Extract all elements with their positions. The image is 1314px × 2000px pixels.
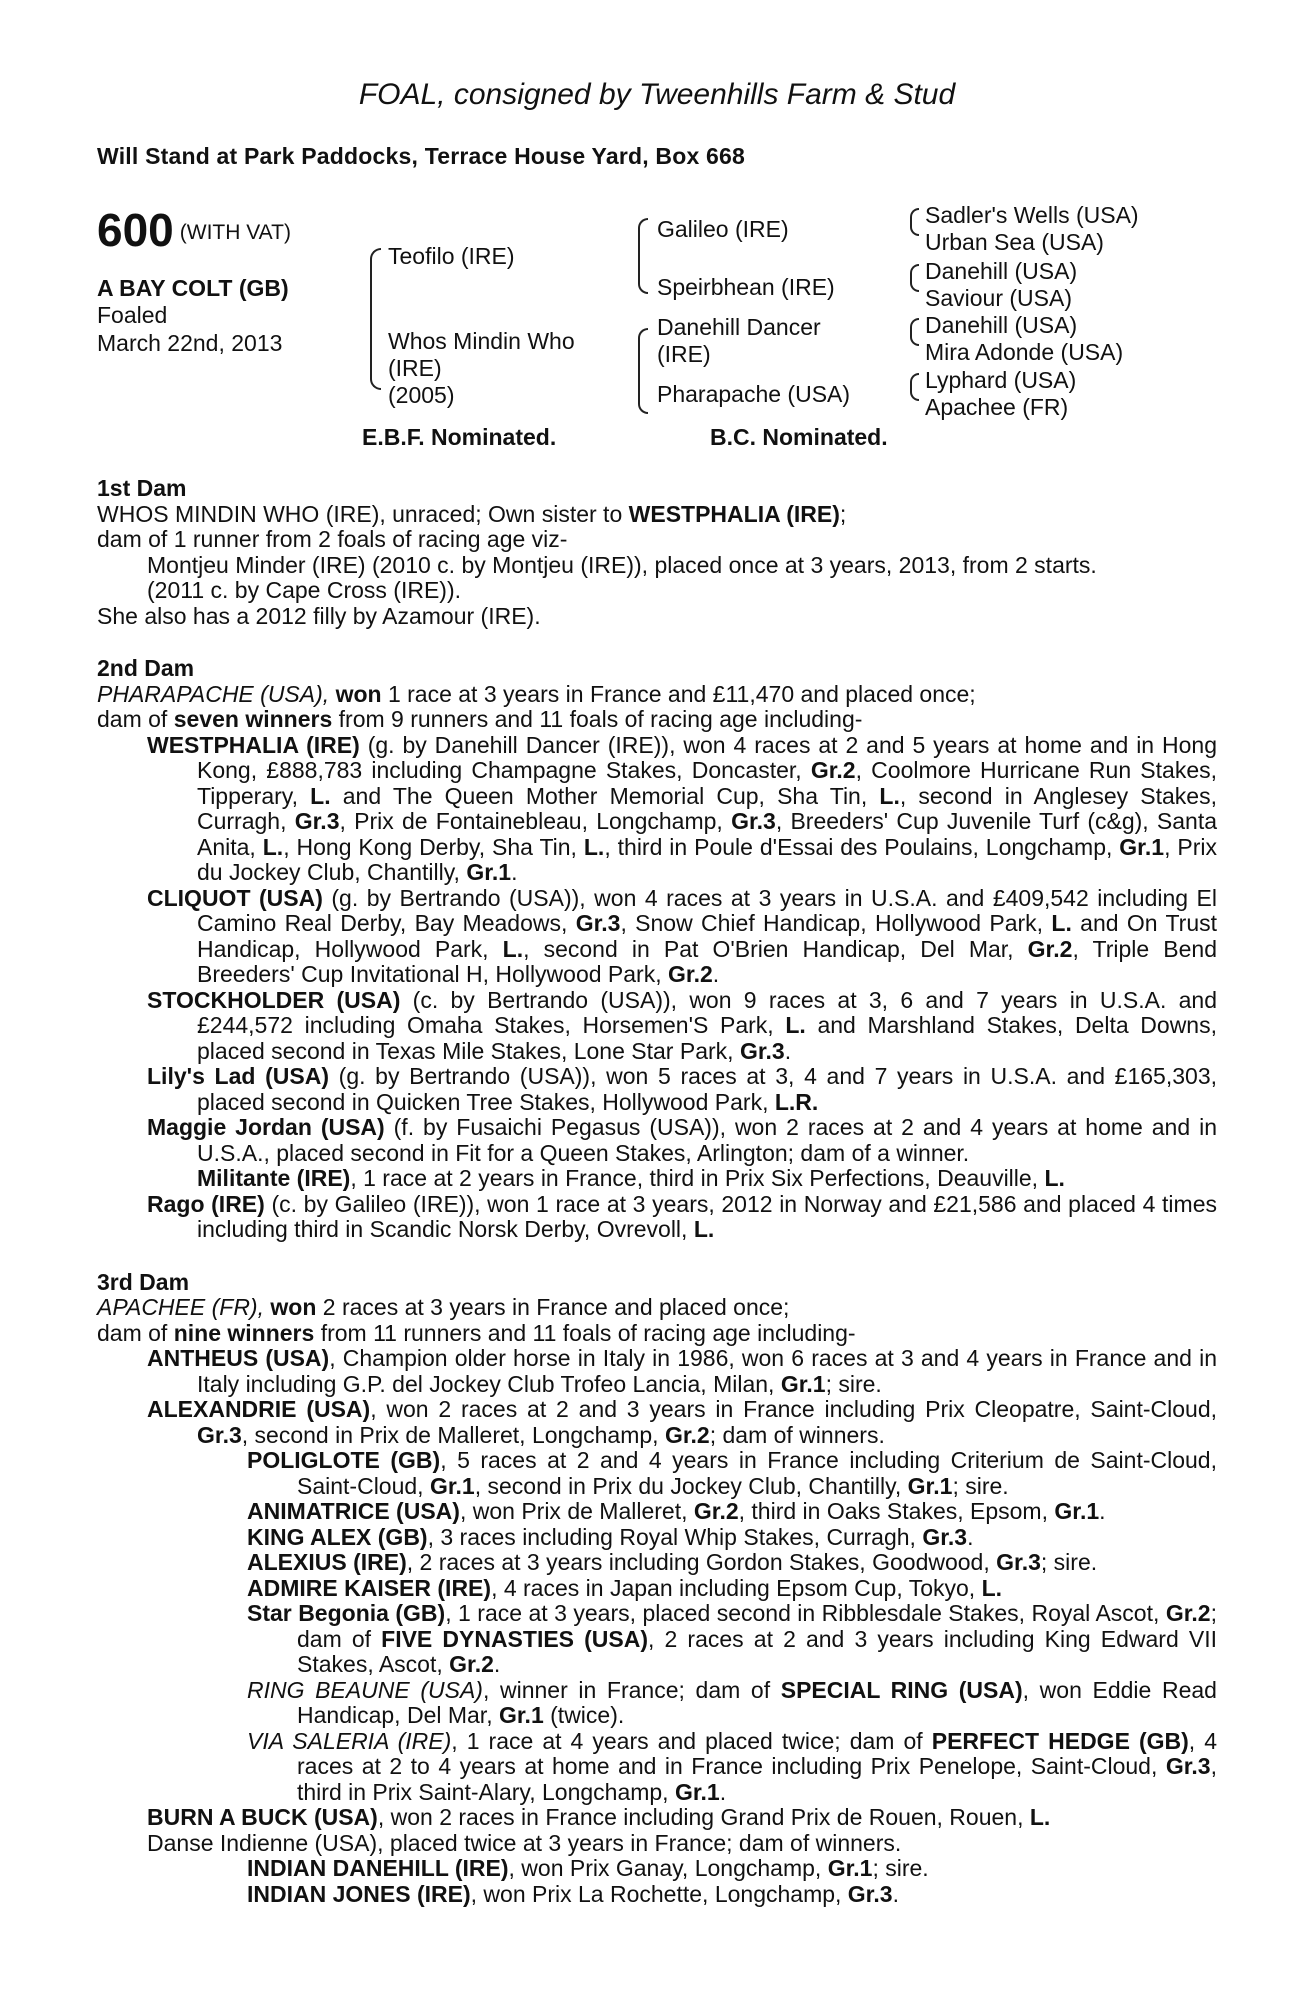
text: , second in Pat O'Brien Handicap, Del Mar, (523, 935, 1028, 962)
first-dam-title: 1st Dam (97, 475, 187, 501)
brace-ds-top (638, 328, 648, 372)
text: . (892, 1880, 899, 1907)
horse-name: Lily's Lad (USA) (147, 1063, 329, 1089)
text: , won Prix de Malleret, (459, 1498, 694, 1524)
text: ; sire. (1040, 1549, 1098, 1575)
text: (twice). (543, 1702, 625, 1728)
text: (g. by Danehill Dancer (IRE)), won 4 races at 2 and 5 years at home and in Hong Kong, £888,783 including Champagne Stakes, Doncaster, (197, 731, 1217, 783)
text: , third in Oaks Stakes, Epsom, (738, 1498, 1055, 1524)
pedigree-g7: Lyphard (USA) (925, 367, 1077, 393)
produce-entry (97, 1192, 1217, 1243)
text: , won Prix La Rochette, Longchamp, (470, 1880, 848, 1907)
foaled-label: Foaled (97, 302, 168, 328)
grade: L. (693, 1216, 715, 1242)
text: , 1 race at 4 years and placed twice; dam of (451, 1727, 932, 1754)
horse-name: ALEXANDRIE (USA) (147, 1396, 371, 1422)
grade: Gr.3 (996, 1549, 1041, 1575)
pedigree-dam-dam: Pharapache (USA) (657, 381, 851, 407)
grade: Gr.2 (664, 1421, 710, 1448)
text: . (712, 961, 720, 987)
brace-g1-bottom (910, 221, 919, 236)
horse-name: RING BEAUNE (USA) (247, 1676, 483, 1703)
text: ; sire. (872, 1855, 929, 1881)
grade: Gr.1 (780, 1370, 826, 1397)
produce-entry (97, 1550, 1217, 1576)
vat-label: (WITH VAT) (179, 221, 291, 244)
first-dam-line3: Montjeu Minder (IRE) (2010 c. by Montjeu (IRE)), placed once at 3 years, 2013, from 2 starts. (147, 551, 1097, 578)
produce-entry (97, 1397, 1217, 1448)
grade: Gr.1 (827, 1855, 873, 1881)
text: , 1 race at 2 years in France, third in Prix Six Perfections, Deauville, (350, 1165, 1045, 1191)
horse-name: VIA SALERIA (IRE) (247, 1727, 452, 1754)
text: , won Prix Ganay, Longchamp, (508, 1855, 828, 1881)
pedigree-sire-dam: Speirbhean (IRE) (657, 274, 835, 300)
horse-name: WESTPHALIA (IRE) (147, 731, 360, 758)
horse-name: ANTHEUS (USA) (147, 1345, 330, 1371)
text: , Champion older horse in Italy in 1986, won 6 races at 3 and 4 years in France and in Italy including G.P. del Jockey Club Trofeo Lancia, Milan, (197, 1345, 1217, 1397)
produce-entry (97, 1346, 1217, 1397)
lot-name: A BAY COLT (GB) (97, 275, 289, 301)
grade: Gr.1 (429, 1472, 475, 1499)
text: , won 2 races in France including Grand Prix de Rouen, Rouen, (377, 1804, 1030, 1830)
horse-name: STOCKHOLDER (USA) (147, 986, 401, 1013)
text: , Snow Chief Handicap, Hollywood Park, (620, 910, 1052, 936)
price-block (97, 203, 291, 257)
grade: L. (785, 1012, 806, 1038)
produce-entry (97, 1115, 1217, 1166)
pedigree-dam-sire (657, 314, 821, 368)
page-title: FOAL, consigned by Tweenhills Farm & Stud (358, 78, 956, 111)
pedigree-g5: Danehill (USA) (925, 312, 1078, 338)
brace-g4-bottom (910, 386, 919, 401)
horse-name: FIVE DYNASTIES (USA) (381, 1625, 649, 1652)
text: 1 race at 3 years in France and £11,470 and placed once; (381, 680, 976, 707)
grade: Gr.1 (907, 1472, 953, 1499)
text: ; sire. (952, 1472, 1009, 1499)
produce-entry (97, 1064, 1217, 1115)
text: , second in Prix de Malleret, Longchamp, (241, 1421, 665, 1448)
horse-name: INDIAN DANEHILL (IRE) (247, 1855, 509, 1881)
text: (c. by Galileo (IRE)), won 1 race at 3 years, 2012 in Norway and £21,586 and placed 4 times including third in Scandic Norsk Derby, Ovrevoll, (197, 1190, 1217, 1242)
grade: Gr.3 (197, 1421, 242, 1448)
grade: L. (981, 1574, 1003, 1601)
grade: L. (262, 833, 284, 860)
text: , 4 races at 2 to 4 years at home and in France including Prix Penelope, Saint-Cloud, (297, 1727, 1218, 1779)
text: . (493, 1651, 501, 1677)
pedigree-sire: Teofilo (IRE) (388, 243, 515, 269)
produce-entry (97, 1678, 1217, 1729)
text: seven winners (173, 706, 333, 732)
produce-entry (97, 1166, 1217, 1192)
dam-name: PHARAPACHE (USA), (97, 680, 330, 707)
text: won (335, 680, 382, 707)
text: , second in Prix du Jockey Club, Chantilly, (474, 1472, 908, 1499)
pedigree-dam (388, 328, 575, 409)
stand-location: Will Stand at Park Paddocks, Terrace House Yard, Box 668 (97, 143, 746, 169)
text: ; sire. (825, 1370, 882, 1397)
text: , second in Anglesey Stakes, Curragh, (197, 782, 1217, 834)
first-dam-section (97, 476, 1217, 629)
text: 2 races at 3 years in France and placed once; (316, 1294, 790, 1320)
text: , Triple Bend Breeders' Cup Invitational H, Hollywood Park, (197, 935, 1217, 987)
text: (c. by Bertrando (USA)), won 9 races at 3, 6 and 7 years in U.S.A. and £244,572 including Omaha Stakes, Horsemen'S Park, (197, 986, 1218, 1038)
grade: Gr.1 (498, 1702, 544, 1728)
horse-name: WESTPHALIA (IRE) (628, 500, 840, 527)
horse-name: BURN A BUCK (USA) (147, 1804, 378, 1830)
second-dam-section (97, 656, 1217, 1243)
third-dam-title: 3rd Dam (97, 1268, 190, 1295)
second-dam-line1 (97, 682, 1217, 708)
second-dam-line2 (97, 707, 1217, 733)
grade: Gr.3 (294, 808, 340, 834)
grade: Gr.2 (693, 1498, 739, 1524)
text: (g. by Bertrando (USA)), won 4 races at 3 years in U.S.A. and £409,542 including El Camino Real Derby, Bay Meadows, (197, 884, 1217, 936)
text: ; dam of winners. (709, 1421, 885, 1448)
pedigree-sire-sire: Galileo (IRE) (657, 216, 789, 242)
horse-name: Militante (IRE) (197, 1165, 351, 1191)
brace-ds-bottom (638, 370, 648, 414)
third-dam-line2 (97, 1321, 1217, 1347)
pedigree-g6: Mira Adonde (USA) (925, 339, 1124, 365)
first-dam-line4: (2011 c. by Cape Cross (IRE)). (147, 577, 462, 603)
text: , Breeders' Cup Juvenile Turf (c&g), Santa Anita, (197, 808, 1218, 860)
produce-entry (97, 1601, 1217, 1678)
brace-sire-top (370, 248, 381, 320)
produce-entry (97, 1856, 1217, 1882)
grade: L. (583, 833, 605, 860)
brace-g2-bottom (910, 277, 919, 292)
catalogue-body (97, 476, 1217, 1934)
horse-name: ANIMATRICE (USA) (247, 1498, 460, 1524)
pedigree-dam-line2: (IRE) (388, 355, 442, 381)
first-dam-line5: She also has a 2012 filly by Azamour (IRE). (97, 602, 541, 629)
text: won (270, 1294, 317, 1320)
text: and Marshland Stakes, Delta Downs, placed second in Texas Mile Stakes, Lone Star Park, (197, 1012, 1217, 1064)
text: . (511, 859, 518, 885)
produce-entry (97, 1805, 1217, 1831)
brace-g3-bottom (910, 331, 919, 346)
produce-entry (97, 886, 1217, 988)
grade: Gr.2 (810, 757, 856, 783)
produce-entry (97, 1882, 1217, 1908)
horse-name: ADMIRE KAISER (IRE) (247, 1574, 492, 1601)
text: , 3 races including Royal Whip Stakes, Curragh, (427, 1523, 923, 1550)
grade: L. (1029, 1804, 1051, 1830)
grade: Gr.2 (668, 961, 713, 987)
text: ; (839, 500, 847, 527)
grade: Gr.3 (1165, 1753, 1211, 1779)
produce-entry (97, 988, 1217, 1065)
grade: Gr.1 (466, 859, 512, 885)
third-dam-section (97, 1270, 1217, 1908)
text: , third in Poule d'Essai des Poulains, Longchamp, (604, 833, 1120, 860)
grade: L.R. (774, 1088, 819, 1115)
text: dam of (97, 1319, 174, 1346)
pedigree-dam-line3: (2005) (388, 382, 455, 408)
grade: Gr.1 (1119, 833, 1165, 860)
produce-entry (97, 1525, 1217, 1551)
produce-entry (97, 1499, 1217, 1525)
text: , winner in France; dam of (482, 1676, 781, 1703)
text: , Prix du Jockey Club, Chantilly, (197, 833, 1217, 885)
produce-entry: Danse Indienne (USA), placed twice at 3 years in France; dam of winners. (147, 1829, 902, 1856)
text: , third in Prix Saint-Alary, Longchamp, (297, 1753, 1217, 1805)
produce-entry (97, 1448, 1217, 1499)
text: nine winners (173, 1319, 315, 1346)
pedigree-g2: Urban Sea (USA) (925, 229, 1104, 255)
horse-name: CLIQUOT (USA) (147, 884, 323, 911)
pedigree-dam-sire-line2: (IRE) (657, 341, 711, 367)
brace-ss-bottom (638, 255, 648, 294)
pedigree-dam-sire-line1: Danehill Dancer (657, 314, 821, 340)
text: (g. by Bertrando (USA)), won 5 races at 3, 4 and 7 years in U.S.A. and £165,303, placed second in Quicken Tree Stakes, Hollywood Park, (197, 1063, 1218, 1115)
horse-name: INDIAN JONES (IRE) (247, 1880, 471, 1907)
brace-sire-bottom (370, 318, 381, 390)
dam-name: APACHEE (FR), (97, 1294, 264, 1320)
price: 600 (97, 204, 174, 256)
pedigree-g3: Danehill (USA) (925, 258, 1078, 284)
grade: Gr.2 (449, 1651, 494, 1677)
text: and The Queen Mother Memorial Cup, Sha Tin, (330, 782, 880, 809)
horse-name: KING ALEX (GB) (247, 1523, 428, 1550)
pedigree-dam-line1: Whos Mindin Who (388, 328, 575, 354)
ebf-nominated: E.B.F. Nominated. (362, 424, 557, 450)
text: , 2 races at 2 and 3 years including King Edward VII Stakes, Ascot, (297, 1625, 1217, 1677)
text: , Hong Kong Derby, Sha Tin, (283, 833, 584, 860)
grade: L. (879, 782, 900, 809)
grade: Gr.3 (739, 1037, 785, 1064)
first-dam-line1 (97, 502, 1217, 528)
pedigree-g4: Saviour (USA) (925, 285, 1072, 311)
text: , 1 race at 3 years, placed second in Ribblesdale Stakes, Royal Ascot, (445, 1600, 1166, 1626)
grade: L. (310, 782, 331, 809)
text: from 11 runners and 11 foals of racing age including- (314, 1319, 856, 1346)
text: , won Eddie Read Handicap, Del Mar, (297, 1676, 1217, 1728)
grade: L. (502, 935, 524, 962)
horse-name: PERFECT HEDGE (GB) (931, 1727, 1189, 1754)
pedigree-g1: Sadler's Wells (USA) (925, 202, 1139, 228)
third-dam-line1 (97, 1295, 1217, 1321)
grade: Gr.1 (1054, 1498, 1100, 1524)
text: , Coolmore Hurricane Run Stakes, Tipperary, (197, 757, 1218, 809)
grade: Gr.1 (674, 1778, 720, 1805)
horse-name: Maggie Jordan (USA) (147, 1114, 385, 1140)
text: . (967, 1523, 974, 1550)
produce-entry (97, 1576, 1217, 1602)
first-dam-line2: dam of 1 runner from 2 foals of racing age viz- (97, 526, 568, 552)
foaled-date: March 22nd, 2013 (97, 330, 283, 356)
grade: L. (1044, 1165, 1065, 1191)
grade: Gr.2 (1027, 935, 1073, 962)
produce-entry (97, 733, 1217, 886)
horse-name: ALEXIUS (IRE) (247, 1549, 407, 1575)
text: , 5 races at 2 and 4 years in France including Criterium de Saint-Cloud, Saint-Cloud, (297, 1447, 1217, 1499)
horse-name: POLIGLOTE (GB) (247, 1447, 441, 1473)
text: WHOS MINDIN WHO (IRE), unraced; Own sister to (97, 500, 629, 527)
second-dam-title: 2nd Dam (97, 655, 195, 681)
grade: L. (1051, 910, 1072, 936)
text: (f. by Fusaichi Pegasus (USA)), won 2 races at 2 and 4 years at home and in U.S.A., placed second in Fit for a Queen Stakes, Arlington; dam of a winner. (197, 1114, 1217, 1166)
bc-nominated: B.C. Nominated. (710, 424, 888, 450)
foaled-block (97, 301, 282, 357)
horse-name: SPECIAL RING (USA) (780, 1676, 1023, 1703)
text: ; dam of (297, 1600, 1217, 1652)
text: and On Trust Handicap, Hollywood Park, (197, 910, 1218, 962)
text: , 4 races in Japan including Epsom Cup, Tokyo, (491, 1574, 982, 1601)
text: , won 2 races at 2 and 3 years in France including Prix Cleopatre, Saint-Cloud, (370, 1396, 1218, 1422)
text: . (719, 1778, 727, 1805)
text: . (1099, 1498, 1106, 1524)
produce-entry (97, 1729, 1217, 1806)
grade: Gr.3 (847, 1880, 893, 1907)
text: . (784, 1037, 792, 1064)
grade: Gr.3 (922, 1523, 968, 1550)
grade: Gr.3 (731, 808, 776, 834)
grade: Gr.2 (1165, 1600, 1211, 1626)
text: from 9 runners and 11 foals of racing age including- (332, 706, 863, 732)
text: , 2 races at 3 years including Gordon Stakes, Goodwood, (406, 1549, 997, 1575)
text: dam of (97, 706, 174, 732)
pedigree-g8: Apachee (FR) (925, 394, 1069, 420)
brace-ss-top (638, 218, 648, 257)
horse-name: Rago (IRE) (147, 1190, 265, 1217)
horse-name: Star Begonia (GB) (247, 1600, 446, 1626)
grade: Gr.3 (575, 910, 621, 936)
text: , Prix de Fontainebleau, Longchamp, (339, 808, 732, 834)
